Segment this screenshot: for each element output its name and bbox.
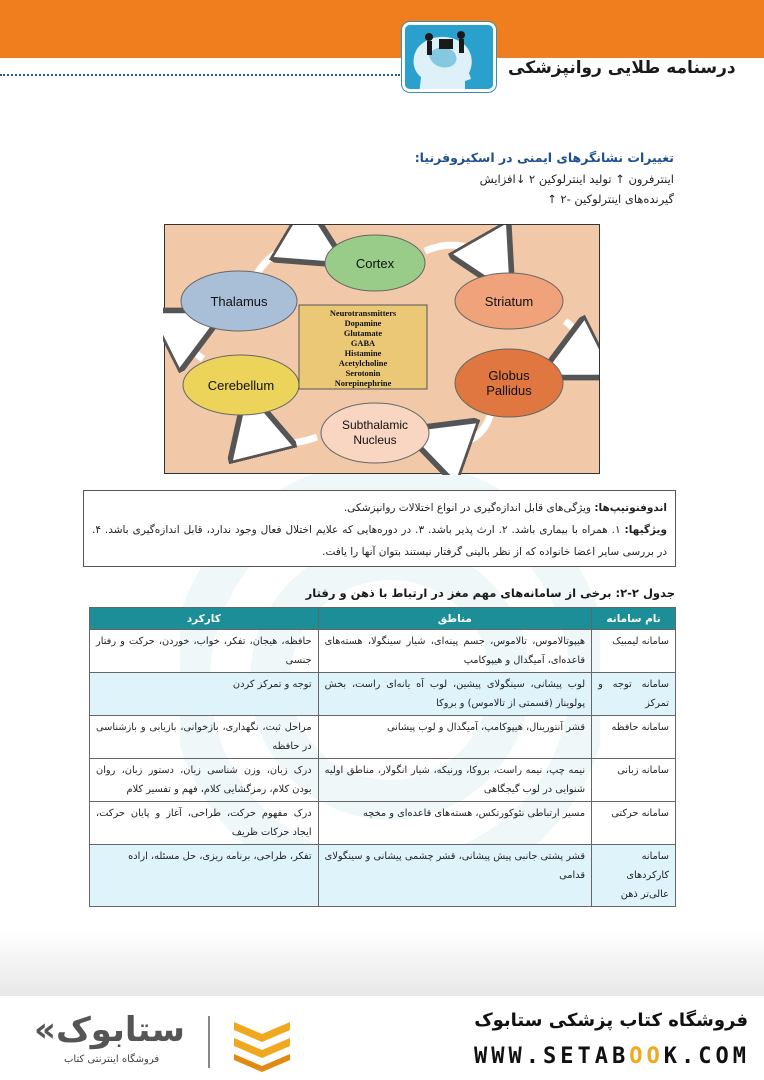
page-title: درسنامه طلایی روانپزشکی [508, 58, 736, 78]
immune-marker-line-1: اینترفرون ↑ تولید اینترلوکین ۲ ↓افزایش [479, 172, 674, 186]
book-stack-icon [230, 1014, 294, 1072]
url-letter: B [612, 1044, 630, 1069]
shop-url[interactable] [474, 1044, 750, 1069]
arrow-subthalamic-cerebellum [253, 415, 317, 443]
brand-name: «ستابوک [34, 1010, 185, 1050]
cell-system: سامانه زبانی [592, 759, 676, 802]
url-letter: O [629, 1044, 647, 1069]
url-letter: K [663, 1044, 682, 1069]
cell-function: مراحل ثبت، نگهداری، بازخوانی، بازیابی و بازشناسی در حافظه [90, 716, 319, 759]
endophenotype-label: اندوفنوتیپ‌ها: [594, 502, 667, 514]
cell-system: سامانه حافظه [592, 716, 676, 759]
cell-function: درک زبان، وزن شناسی زبان، دستور زبان، روان بودن کلام، رمزگشایی کلام، فهم و تفسیر کلام [90, 759, 319, 802]
header-band [0, 0, 764, 58]
cell-regions: نیمه چپ، نیمه راست، بروکا، ورنیکه، شیار انگولار، مناطق اولیه شنوایی در لوب گیجگاهی [318, 759, 591, 802]
shop-name: فروشگاه کتاب پزشکی ستابوک [474, 1010, 748, 1031]
neurotransmitter-item: Acetylcholine [338, 359, 388, 368]
table-header-row [90, 608, 676, 630]
table-row [90, 630, 676, 673]
cell-regions: لوب پیشانی، سینگولای پیشین، لوب آه یانه‌ای راست، بخش پولوینار (قسمتی از تالاموس) و بروکا [318, 673, 591, 716]
neurotransmitter-item: Neurotransmitters [329, 309, 397, 318]
neurotransmitter-item: Histamine [344, 349, 382, 358]
url-prefix: WWW. [474, 1044, 544, 1069]
label-globus-2: Pallidus [486, 383, 532, 398]
url-letter: S [543, 1044, 561, 1069]
header-function: کارکرد [90, 608, 319, 630]
cell-system: سامانه لیمبیک [592, 630, 676, 673]
endophenotype-definition [92, 497, 667, 519]
page-footer [0, 996, 764, 1080]
features-text: ۱. همراه با بیماری باشد. ۲. ارث پذیر باشد. ۳. در دوره‌هایی که علایم اختلال فعال وجود ندارد، قابل اندازه‌گیری باشد. ۴. در بررسی سایر اعضا خانواده که از نظر بالینی گرفتار نیستند بتوان آنها را یافت. [92, 524, 667, 558]
table-row [90, 802, 676, 845]
cell-function: تفکر، طراحی، برنامه ریزی، حل مسئله، اراده [90, 845, 319, 907]
cell-regions: قشر آنتورینال، هیپوکامپ، آمیگدال و لوب پیشانی [318, 716, 591, 759]
neurotransmitter-item: Serotonin [345, 369, 381, 378]
neurotransmitter-item: Dopamine [344, 319, 382, 328]
brand-subtitle: فروشگاه اینترنتی کتاب [64, 1054, 160, 1065]
brand-logo [30, 1010, 300, 1074]
cell-regions: هیپوتالاموس، تالاموس، جسم پینه‌ای، شیار سینگولا، هسته‌های قاعده‌ای، آمیگدال و هیپوکامپ [318, 630, 591, 673]
endophenotype-features [92, 519, 667, 563]
table-row [90, 673, 676, 716]
arrow-thalamus-cortex [255, 245, 323, 277]
cell-function: درک مفهوم حرکت، طراحی، آغاز و پایان حرکت، ایجاد حرکات ظریف [90, 802, 319, 845]
neurotransmitter-item: GABA [350, 339, 376, 348]
arrow-cortex-striatum [425, 245, 499, 273]
url-letter: O [646, 1044, 664, 1069]
header-regions: مناطق [318, 608, 591, 630]
label-cortex: Cortex [355, 256, 395, 271]
page-header [0, 0, 764, 96]
endophenotype-box [83, 490, 676, 567]
cell-system: سامانه توجه و تمرکز [592, 673, 676, 716]
label-cerebellum: Cerebellum [207, 378, 275, 393]
features-label: ویژگیها: [624, 524, 667, 536]
brand-separator [208, 1016, 210, 1068]
neurotransmitter-item: Norepinephrine [334, 379, 392, 388]
table-row [90, 845, 676, 907]
endophenotype-text: ویژگی‌های قابل اندازه‌گیری در انواع اختلالات روانپزشکی. [343, 502, 595, 514]
brain-systems-table [89, 607, 676, 907]
arrow-striatum-globus [563, 321, 579, 365]
label-striatum: Striatum [484, 294, 534, 309]
table-title: جدول ۲-۲: برخی از سامانه‌های مهم مغز در ارتباط با ذهن و رفتار [305, 586, 675, 600]
cell-regions: قشر پشتی جانبی پیش پیشانی، قشر چشمی پیشانی و سینگولای قدامی [318, 845, 591, 907]
table-row [90, 716, 676, 759]
immune-marker-line-2: گیرنده‌های اینترلوکین -۲ ↑ [547, 192, 674, 206]
label-globus-1: Globus [488, 368, 530, 383]
cell-regions: مسیر ارتباطی نئوکورتکس، هسته‌های قاعده‌ای و مخچه [318, 802, 591, 845]
head-puzzle-icon [402, 22, 496, 92]
label-thalamus: Thalamus [210, 294, 268, 309]
immune-markers-section [74, 150, 674, 212]
header-system-name: نام سامانه [592, 608, 676, 630]
table-row [90, 759, 676, 802]
url-suffix: .COM [681, 1044, 750, 1069]
immune-markers-heading: تغییرات نشانگرهای ایمنی در اسکیزوفرنیا: [414, 150, 674, 165]
brain-circuit-diagram [164, 224, 600, 474]
label-subthalamic-1: Subthalamic [341, 418, 409, 432]
label-subthalamic-2: Nucleus [353, 433, 397, 447]
url-letter: T [577, 1044, 595, 1069]
neurotransmitter-item: Glutamate [343, 329, 383, 338]
cell-system: سامانه حرکتی [592, 802, 676, 845]
arrow-cerebellum-thalamus [189, 323, 204, 359]
footer-fade [0, 930, 764, 1000]
url-letter: E [560, 1044, 578, 1069]
url-letter: A [594, 1044, 613, 1069]
cell-function: توجه و تمرکز کردن [90, 673, 319, 716]
cell-system: سامانه کارکردهای عالی‌تر ذهن [592, 845, 676, 907]
cell-function: حافظه، هیجان، تفکر، خواب، خوردن، حرکت و رفتار جنسی [90, 630, 319, 673]
header-dots [0, 74, 400, 76]
